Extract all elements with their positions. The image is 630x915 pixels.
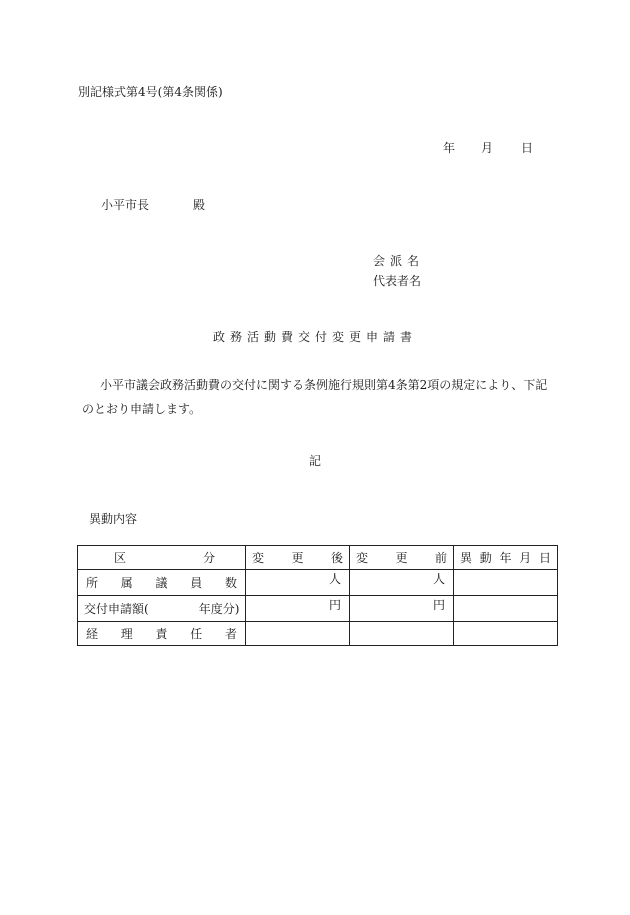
members-after-field[interactable]: 人 [246,570,350,596]
accountant-after-field[interactable] [246,622,350,646]
members-date-field[interactable] [454,570,558,596]
changes-label: 異動内容 [89,512,138,526]
members-before-field[interactable]: 人 [350,570,454,596]
addressee-honorific: 殿 [193,198,206,212]
addressee [101,198,205,212]
header-category: 区分 [78,546,246,570]
table-header-row [78,546,558,570]
addressee-name: 小平市長 [101,198,150,212]
accountant-before-field[interactable] [350,622,454,646]
date-day: 日 [521,141,534,155]
date-line [443,141,533,155]
row-label-accountant: 経理責任者 [78,622,246,646]
date-month: 月 [481,141,494,155]
document-title: 政務活動費交付変更申請書 [212,330,417,344]
table-row [78,596,558,622]
amount-after-field[interactable]: 円 [246,596,350,622]
representative-label: 代表者名 [373,274,422,288]
header-change-date: 異動年月日 [454,546,558,570]
body-paragraph: 小平市議会政務活動費の交付に関する条例施行規則第4条第2項の規定により、下記のとおり申請します。 [82,378,548,416]
ki-heading: 記 [308,454,321,468]
table-row [78,570,558,596]
header-after: 変更後 [246,546,350,570]
faction-label: 会派名 [373,254,425,268]
header-before: 変更前 [350,546,454,570]
row-label-members: 所属議員数 [78,570,246,596]
date-year: 年 [443,141,456,155]
amount-label-prefix: 交付申請額( [84,601,149,616]
amount-before-field[interactable]: 円 [350,596,454,622]
accountant-date-field[interactable] [454,622,558,646]
amount-label-suffix: 年度分) [198,601,240,616]
form-reference: 別記様式第4号(第4条関係) [78,85,223,99]
amount-date-field[interactable] [454,596,558,622]
changes-table [77,545,558,646]
row-label-amount [78,596,246,622]
table-row [78,622,558,646]
